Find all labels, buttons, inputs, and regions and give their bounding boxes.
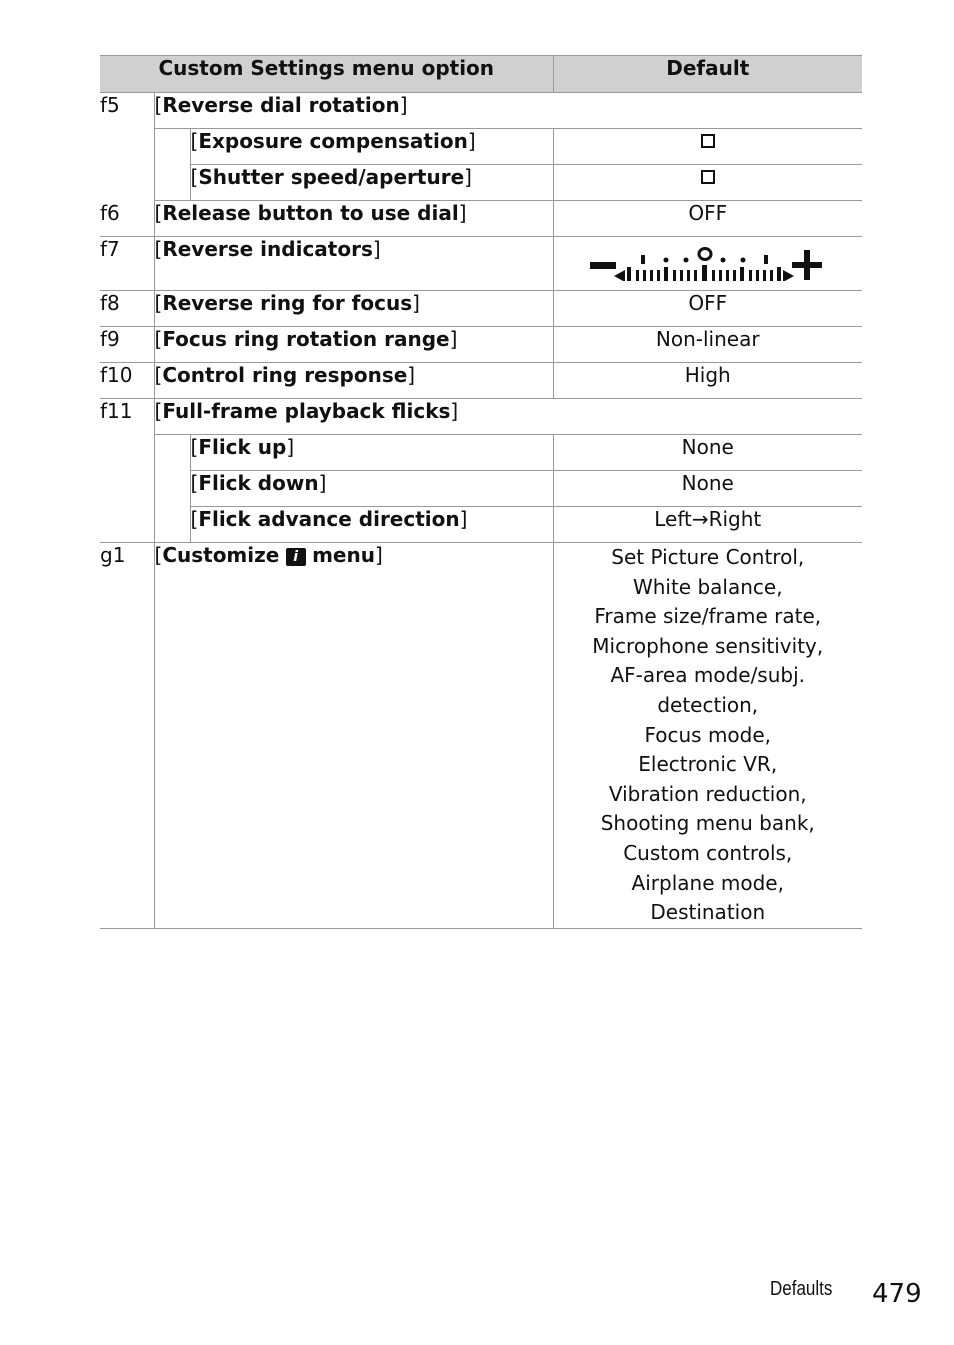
default-cell: High [553,363,862,399]
table-row [100,435,862,471]
page-number: 479 [872,1279,922,1309]
default-list-line: Microphone sensitivity, [592,633,824,658]
default-list-line: Frame size/frame rate, [594,604,822,629]
row-code: f5 [100,93,120,117]
row-code: f11 [100,399,133,423]
indent-cell [154,435,190,543]
default-cell: OFF [553,291,862,327]
row-name: [Customize i menu] [154,543,553,929]
table-row [100,543,862,929]
row-code: f6 [100,201,154,237]
default-cell: OFF [553,201,862,237]
default-list-line: Electronic VR, [638,752,778,777]
custom-settings-defaults-table [100,55,862,929]
default-list-line: Shooting menu bank, [600,811,815,836]
default-cell [553,165,862,201]
row-code: f10 [100,363,154,399]
row-name: [Control ring response] [154,363,553,399]
sub-row-name: [Exposure compensation] [190,129,553,165]
i-menu-icon: i [286,548,306,566]
table-row [100,363,862,399]
sub-row-name: [Shutter speed/aperture] [190,165,553,201]
default-list-line: Airplane mode, [631,870,784,895]
default-list-line: Custom controls, [623,840,793,865]
sub-row-name: [Flick up] [190,435,553,471]
table-row [100,327,862,363]
row-name: [Reverse ring for focus] [154,291,553,327]
row-name: [Reverse indicators] [154,237,553,291]
row-code: f8 [100,291,154,327]
row-code: g1 [100,543,154,929]
row-name: [Reverse dial rotation] [154,93,862,129]
default-list-line: Vibration reduction, [608,781,807,806]
header-default: Default [553,56,862,93]
empty-checkbox-icon [701,170,715,184]
sub-row-name: [Flick advance direction] [190,507,553,543]
table-row [100,165,862,201]
row-code: f9 [100,327,154,363]
exposure-indicator-icon [588,241,828,281]
header-option: Custom Settings menu option [100,56,553,93]
table-row [100,399,862,435]
default-cell [553,129,862,165]
default-list-line: Destination [650,900,766,925]
row-name: [Release button to use dial] [154,201,553,237]
default-cell: None [553,471,862,507]
default-cell: None [553,435,862,471]
table-row [100,507,862,543]
default-list-line: AF-area mode/subj. [610,663,806,688]
footer-section-label: Defaults [770,1278,833,1300]
default-list [554,543,863,928]
default-list-line: Set Picture Control, [611,545,805,569]
table-row [100,237,862,291]
row-name: [Focus ring rotation range] [154,327,553,363]
table-row [100,129,862,165]
default-cell: Left→Right [553,507,862,543]
default-cell: Non-linear [553,327,862,363]
sub-row-name: [Flick down] [190,471,553,507]
table-header-row [100,56,862,93]
table-row [100,201,862,237]
default-cell [553,237,862,291]
row-code: f7 [100,237,154,291]
row-name: [Full-frame playback flicks] [154,399,862,435]
empty-checkbox-icon [701,134,715,148]
default-cell [553,543,862,929]
default-list-line: detection, [657,692,759,717]
indent-cell [154,129,190,201]
table-row [100,471,862,507]
default-list-line: White balance, [632,574,783,599]
table-row [100,291,862,327]
table-row [100,93,862,129]
default-list-line: Focus mode, [644,722,772,747]
